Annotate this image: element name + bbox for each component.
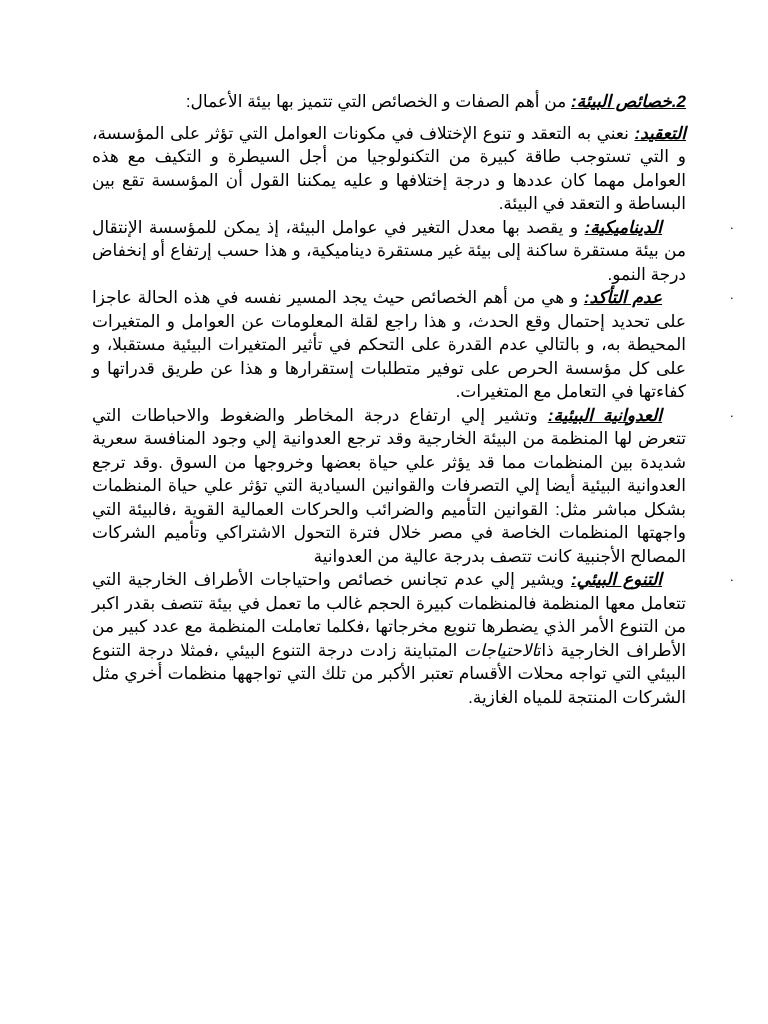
text-complexity: نعني به التعقد و تنوع الإختلاف في مكونات العوامل التي تؤثر على المؤسسة، و التي تستوجب طاقة كبيرة من التكنولوجيا من أجل السيطرة و التكيف مع هذه العوامل مهما كان عددها و درجة إختلافها و عليه يمكننا القول أن المؤسسة تقع بين البساطة و التعقد في البيئة. (92, 123, 686, 213)
bullet-point: · (729, 290, 734, 305)
paragraph-uncertainty (92, 286, 734, 404)
text-diversity-part1: ويشير إلي عدم تجانس خصائص واحتياجات الأطراف الخارجية التي تتعامل معها المنظمة فالمنظمات كبيرة الحجم غالب ما تعمل في بيئة تتصف بقدر اكبر من التنوع الأمر الذي يضطرها تنويع مخرجاتها ،فكلما تعاملت المنظمة مع عدد كبير من الأطراف الخارجية ذات (92, 570, 686, 660)
section-heading (92, 90, 686, 114)
term-uncertainty: عدم التأكد: (583, 288, 662, 307)
bullet-point: · (729, 407, 734, 423)
heading-number: 2. (671, 92, 686, 111)
term-dynamism: الديناميكية: (584, 217, 662, 237)
bullet-point: · (729, 572, 734, 587)
heading-term: خصائص البيئة: (571, 92, 672, 111)
text-dynamism: و يقصد بها معدل التغير في عوامل البيئة، إذ يمكن للمؤسسة الإنتقال من بيئة مستقرة ساكنة إلى بيئة غير مستقرة ديناميكية، و هذا حسب إرتفاع أو إنخفاض درجة النمو. (92, 217, 686, 284)
paragraph-diversity (92, 568, 734, 709)
paragraph-hostility (92, 404, 734, 569)
bullet-point: · (729, 219, 734, 235)
term-complexity: التعقيد: (634, 123, 686, 143)
text-uncertainty: و هي من أهم الخصائص حيث يجد المسير نفسه في هذه الحالة عاجزا على تحديد إحتمال وقع الحدث، و هذا راجع لقلة المعلومات عن العوامل و المتغيرات المحيطة به، و بالتالي عدم القدرة على التحكم في تأثير المتغيرات البيئية مستقبلا، و على كل مؤسسة الحرص على توفير متطلبات إستقرارها و هذا عن طريق قدراتها و كفاءتها في التعامل مع المتغيرات. (92, 288, 686, 401)
text-diversity-part2: المتباينة زادت درجة التنوع البيئي ،فمثلا درجة التنوع البيئي التي تواجه محلات الأقسام تعتبر الأكبر من تلك التي تواجهها منظمات أخري مثل الشركات المنتجة للمياه الغازية. (92, 640, 686, 707)
term-hostility: العدوانية البيئية: (547, 405, 662, 425)
text-diversity-italic: الاحتياجات (464, 640, 537, 660)
term-diversity: التنوع البيئي: (571, 570, 662, 589)
paragraph-complexity (92, 122, 686, 216)
document-body (92, 90, 734, 709)
text-hostility: وتشير إلي ارتفاع درجة المخاطر والضغوط والاحباطات التي تتعرض لها المنظمة من البيئة الخارجية وقد ترجع العدوانية إلي وجود المنافسة سعرية شديدة بين المنظمات مما قد يؤثر علي حياة بعضها وخروجها من السوق .وقد ترجع العدوانية البيئية أيضا إلي التصرفات والقوانين السيادية التي تؤثر علي حياة المنظمات بشكل مباشر مثل: القوانين التأميم والضرائب والحركات العمالية القوية ،فالبيئة التي واجهتها المنظمات الخاصة في مصر خلال فترة التحول الاشتراكي وتأميم الشركات المصالح الأجنبية كانت تتصف بدرجة عالية من العدوانية (92, 405, 686, 566)
paragraph-dynamism (92, 216, 734, 287)
heading-text: من أهم الصفات و الخصائص التي تتميز بها بيئة الأعمال: (185, 92, 572, 111)
